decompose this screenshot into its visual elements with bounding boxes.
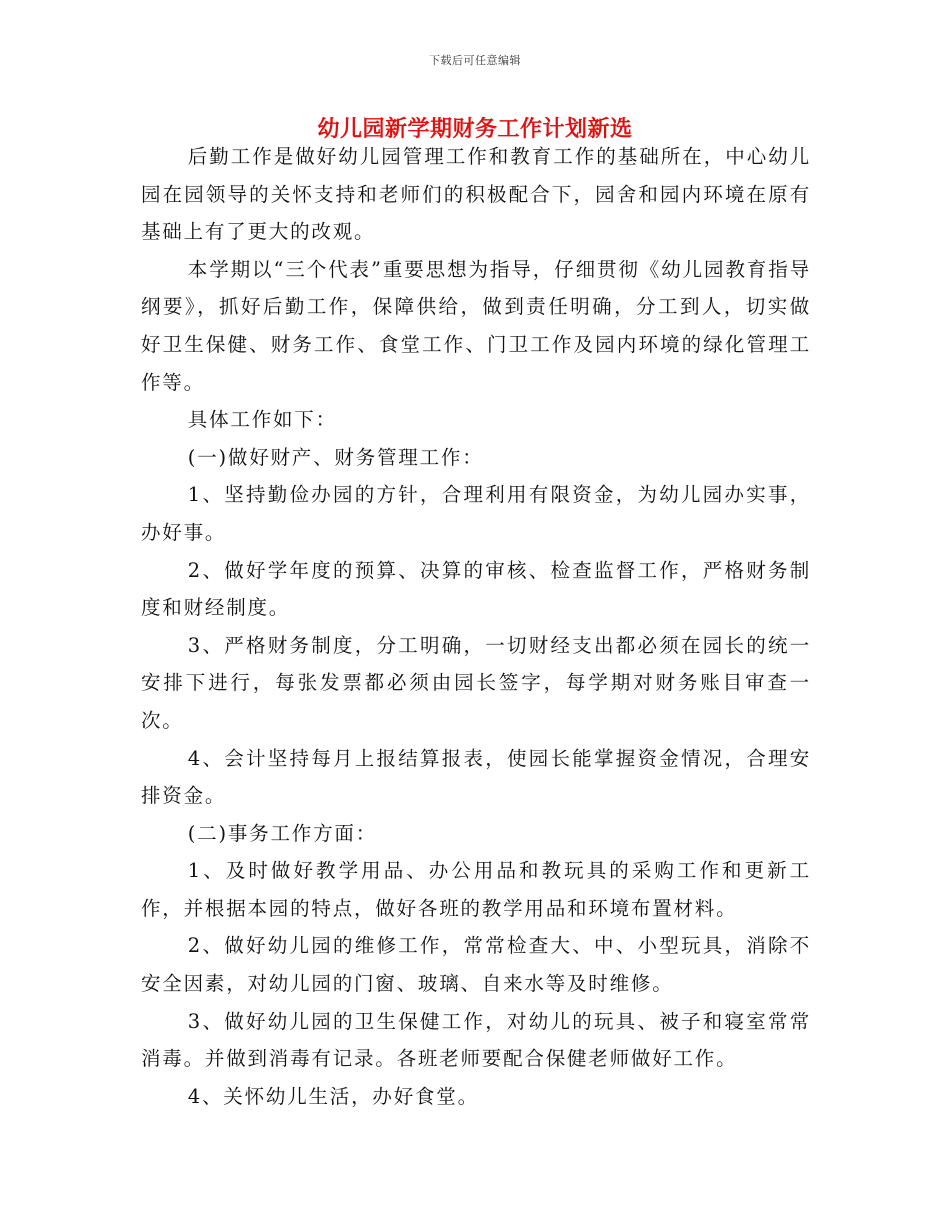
affairs-item-2: 2、做好幼儿园的维修工作，常常检查大、中、小型玩具，消除不安全因素，对幼儿园的门窗、玻璃、自来水等及时维修。 bbox=[141, 934, 811, 996]
paragraph-work-list-heading: 具体工作如下： bbox=[187, 408, 337, 432]
document-title: 幼儿园新学期财务工作计划新选 bbox=[317, 116, 633, 142]
section-heading-finance: (一)做好财产、财务管理工作： bbox=[187, 445, 484, 469]
paragraph-intro: 后勤工作是做好幼儿园管理工作和教育工作的基础所在，中心幼儿园在园领导的关怀支持和老师们的积极配合下，园舍和园内环境在原有基础上有了更大的改观。 bbox=[141, 145, 811, 244]
finance-item-1: 1、坚持勤俭办园的方针，合理利用有限资金，为幼儿园办实事，办好事。 bbox=[141, 483, 811, 544]
finance-item-4: 4、会计坚持每月上报结算报表，使园长能掌握资金情况，合理安排资金。 bbox=[141, 746, 811, 808]
document-body bbox=[141, 138, 811, 1115]
finance-item-2: 2、做好学年度的预算、决算的审核、检查监督工作，严格财务制度和财经制度。 bbox=[141, 558, 811, 620]
finance-item-3: 3、严格财务制度，分工明确，一切财经支出都必须在园长的统一安排下进行，每张发票都必须由园长签字，每学期对财务账目审查一次。 bbox=[141, 633, 811, 732]
section-heading-affairs: (二)事务工作方面： bbox=[187, 821, 378, 845]
affairs-item-3: 3、做好幼儿园的卫生保健工作，对幼儿的玩具、被子和寝室常常消毒。并做到消毒有记录。各班老师要配合保健老师做好工作。 bbox=[141, 1009, 811, 1071]
header-note: 下载后可任意编辑 bbox=[429, 54, 521, 67]
paragraph-guidance: 本学期以“三个代表”重要思想为指导，仔细贯彻《幼儿园教育指导纲要》，抓好后勤工作，保障供给，做到责任明确，分工到人，切实做好卫生保健、财务工作、食堂工作、门卫工作及园内环境的绿化管理工作等。 bbox=[141, 257, 811, 394]
affairs-item-4: 4、关怀幼儿生活，办好食堂。 bbox=[187, 1084, 479, 1108]
affairs-item-1: 1、及时做好教学用品、办公用品和教玩具的采购工作和更新工作，并根据本园的特点，做好各班的教学用品和环境布置材料。 bbox=[141, 859, 811, 920]
